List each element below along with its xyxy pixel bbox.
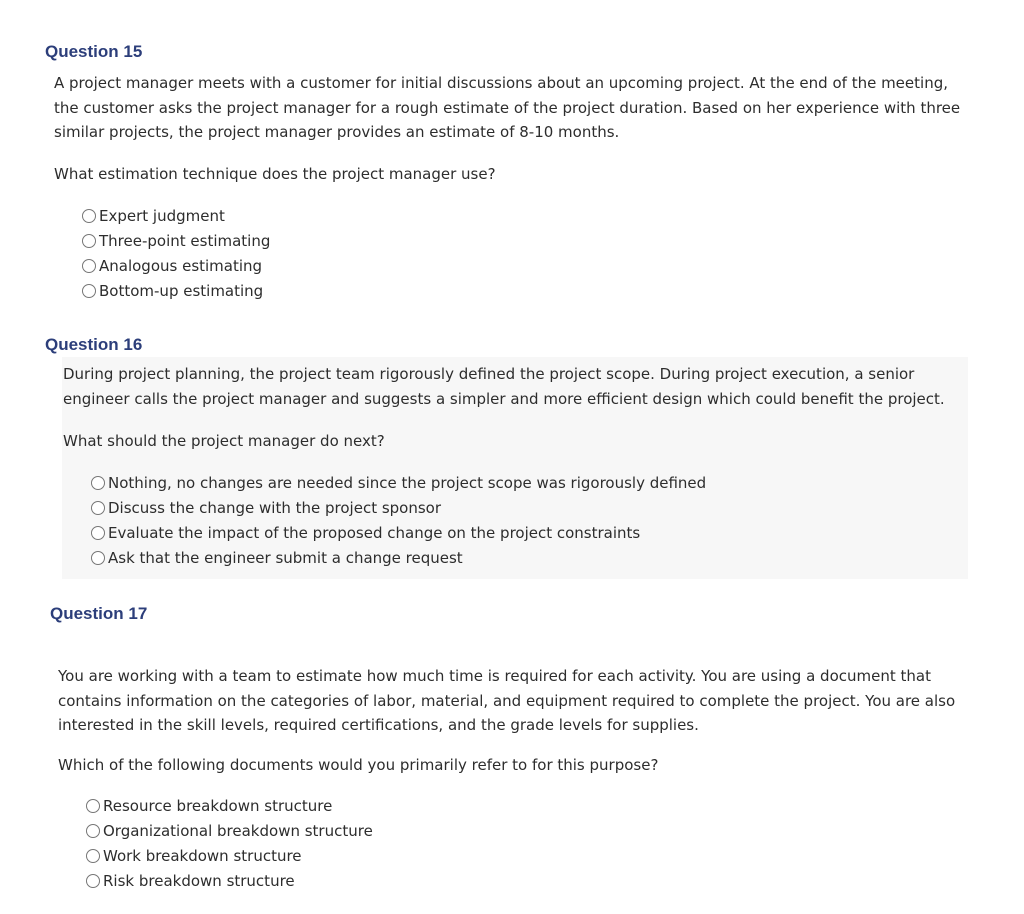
option-label[interactable]: Bottom-up estimating: [99, 281, 264, 300]
option-label[interactable]: Expert judgment: [99, 206, 225, 225]
option-label[interactable]: Discuss the change with the project sponsor: [108, 498, 442, 517]
radio-button[interactable]: [86, 824, 100, 838]
question-16-options: [91, 470, 706, 570]
option-label[interactable]: Ask that the engineer submit a change request: [108, 548, 463, 567]
answer-option[interactable]: [86, 793, 373, 818]
option-label[interactable]: Evaluate the impact of the proposed change on the project constraints: [108, 523, 641, 542]
option-label[interactable]: Organizational breakdown structure: [103, 821, 373, 840]
radio-button[interactable]: [86, 874, 100, 888]
answer-option[interactable]: [86, 818, 373, 843]
question-17-title: Question 17: [50, 604, 148, 623]
option-label[interactable]: Three-point estimating: [99, 231, 271, 250]
question-17-stem: You are working with a team to estimate how much time is required for each activity. You are using a document that contains information on the categories of labor, material, and equipment required to complete the project. You are also interested in the skill levels, required certifications, and the grade levels for supplies.: [58, 667, 956, 734]
radio-button[interactable]: [82, 259, 96, 273]
radio-button[interactable]: [91, 551, 105, 565]
answer-option[interactable]: [82, 253, 270, 278]
option-label[interactable]: Resource breakdown structure: [103, 796, 333, 815]
question-17-prompt: Which of the following documents would you primarily refer to for this purpose?: [58, 756, 659, 774]
radio-button[interactable]: [86, 799, 100, 813]
question-16-stem: During project planning, the project team rigorously defined the project scope. During project execution, a senior engineer calls the project manager and suggests a simpler and more efficient design which could benefit the project.: [63, 365, 945, 408]
answer-option[interactable]: [82, 203, 270, 228]
answer-option[interactable]: [91, 495, 706, 520]
question-15-stem: A project manager meets with a customer for initial discussions about an upcoming project. At the end of the meeting, the customer asks the project manager for a rough estimate of the project duration. Based on her experience with three similar projects, the project manager provides an estimate of 8-10 months.: [54, 74, 961, 141]
question-15-options: [82, 203, 270, 303]
option-label[interactable]: Risk breakdown structure: [103, 871, 295, 890]
radio-button[interactable]: [82, 234, 96, 248]
radio-button[interactable]: [91, 526, 105, 540]
answer-option[interactable]: [82, 228, 270, 253]
radio-button[interactable]: [82, 209, 96, 223]
radio-button[interactable]: [91, 476, 105, 490]
answer-option[interactable]: [91, 520, 706, 545]
answer-option[interactable]: [86, 843, 373, 868]
question-17-options: [86, 793, 373, 893]
question-16-title: Question 16: [45, 335, 143, 354]
answer-option[interactable]: [82, 278, 270, 303]
question-15-prompt: What estimation technique does the project manager use?: [54, 165, 496, 183]
answer-option[interactable]: [91, 545, 706, 570]
option-label[interactable]: Analogous estimating: [99, 256, 263, 275]
question-16-prompt: What should the project manager do next?: [63, 432, 385, 450]
radio-button[interactable]: [82, 284, 96, 298]
radio-button[interactable]: [91, 501, 105, 515]
answer-option[interactable]: [91, 470, 706, 495]
question-15-title: Question 15: [45, 42, 143, 61]
answer-option[interactable]: [86, 868, 373, 893]
option-label[interactable]: Nothing, no changes are needed since the project scope was rigorously defined: [108, 473, 707, 492]
radio-button[interactable]: [86, 849, 100, 863]
option-label[interactable]: Work breakdown structure: [103, 846, 302, 865]
